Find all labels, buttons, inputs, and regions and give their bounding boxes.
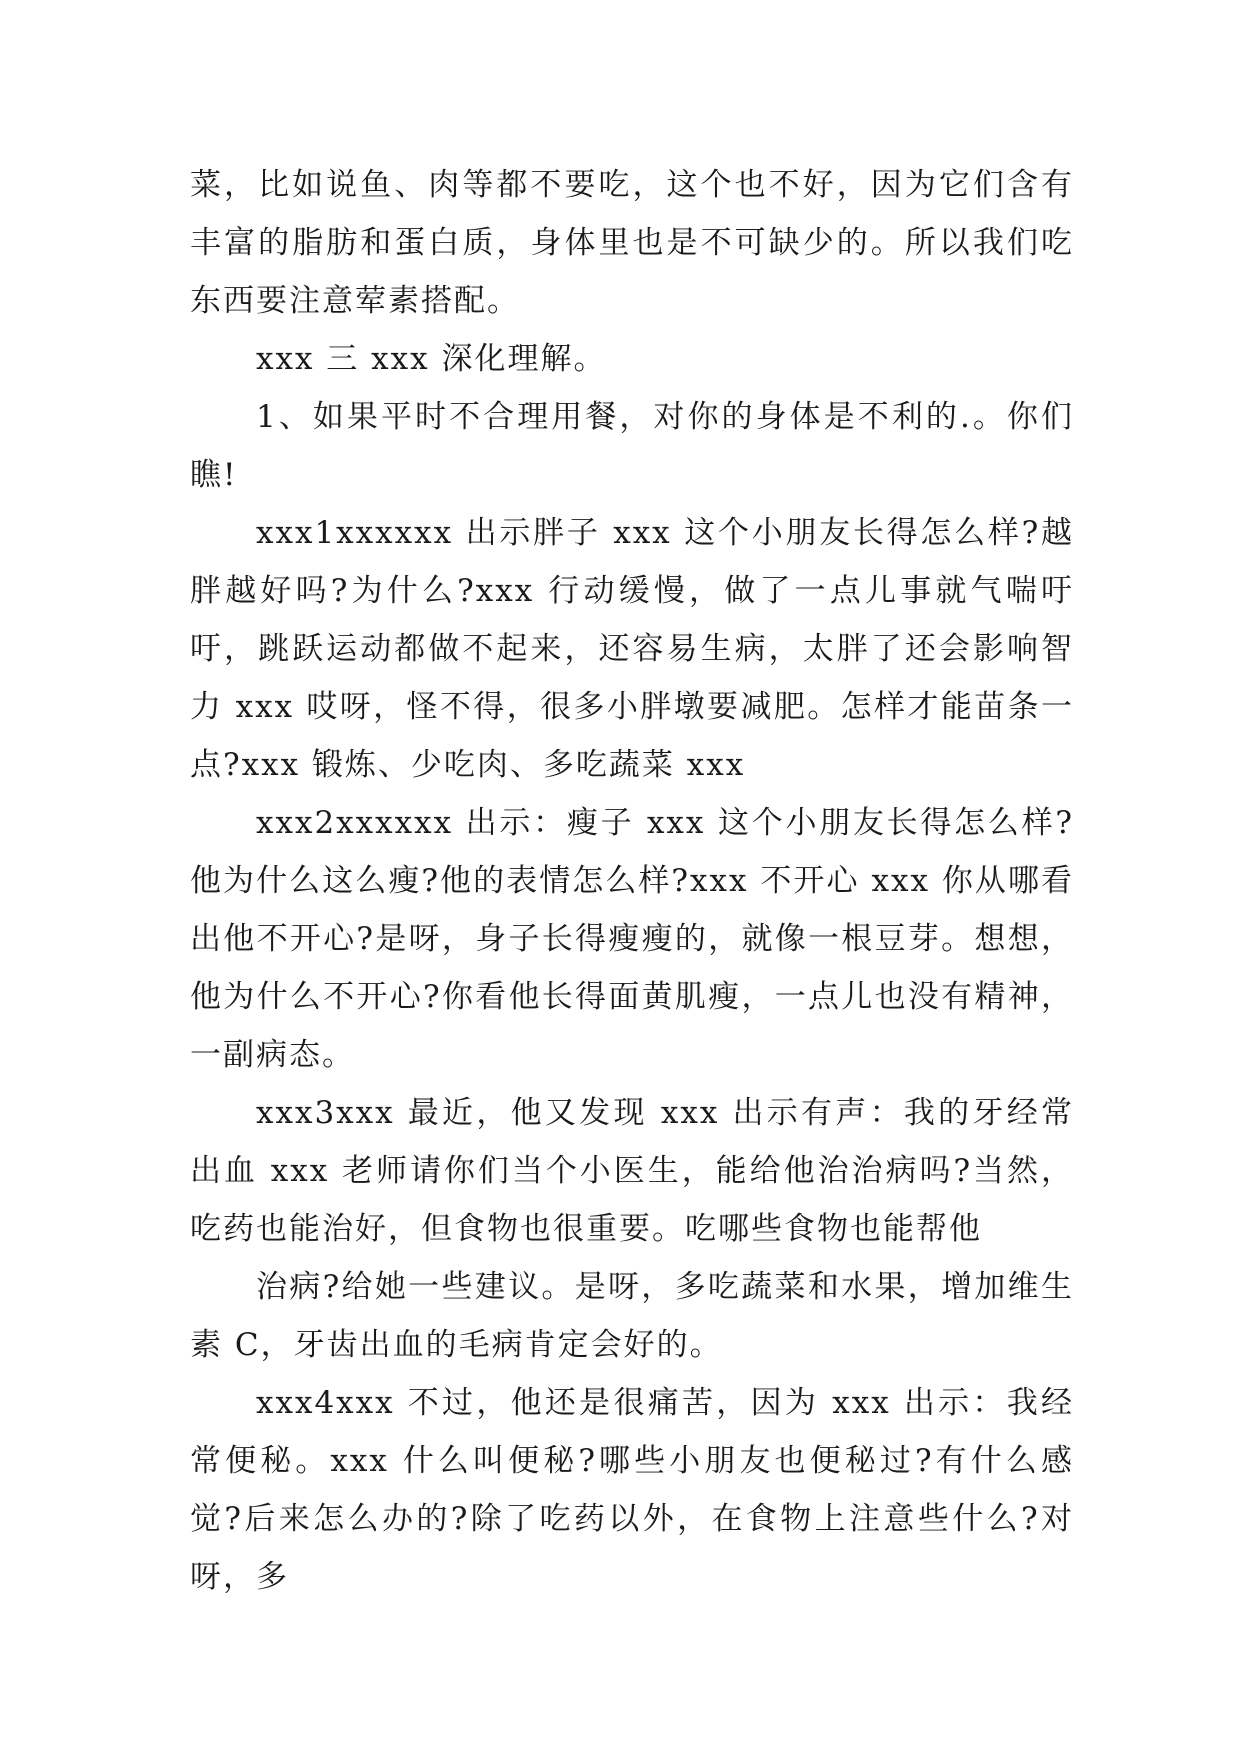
- paragraph-5: xxx2xxxxxx 出示：瘦子 xxx 这个小朋友长得怎么样?他为什么这么瘦?他的表情怎么样?xxx 不开心 xxx 你从哪看出他不开心?是呀，身子长得瘦瘦的，就像一根豆芽。想想，他为什么不开心?你看他长得面黄肌瘦，一点儿也没有精神，一副病态。: [190, 805, 1074, 1073]
- paragraph-1: 菜，比如说鱼、肉等都不要吃，这个也不好，因为它们含有丰富的脂肪和蛋白质，身体里也是不可缺少的。所以我们吃东西要注意荤素搭配。: [190, 167, 1074, 319]
- paragraph-6: xxx3xxx 最近，他又发现 xxx 出示有声：我的牙经常出血 xxx 老师请你们当个小医生，能给他治治病吗?当然，吃药也能治好，但食物也很重要。吃哪些食物也能帮他: [190, 1095, 1074, 1247]
- paragraph-2: xxx 三 xxx 深化理解。: [256, 341, 607, 377]
- paragraph-4: xxx1xxxxxx 出示胖子 xxx 这个小朋友长得怎么样?越胖越好吗?为什么?xxx 行动缓慢，做了一点儿事就气喘吁吁，跳跃运动都做不起来，还容易生病，太胖了还会影响智力 xxx 哎呀，怪不得，很多小胖墩要减肥。怎样才能苗条一点?xxx 锻炼、少吃肉、多吃蔬菜 xxx: [190, 515, 1074, 783]
- document-body: [190, 156, 1074, 1606]
- paragraph-8: xxx4xxx 不过，他还是很痛苦，因为 xxx 出示：我经常便秘。xxx 什么叫便秘?哪些小朋友也便秘过?有什么感觉?后来怎么办的?除了吃药以外，在食物上注意些什么?对呀，多: [190, 1385, 1074, 1595]
- paragraph-3: 1、如果平时不合理用餐，对你的身体是不利的.。你们瞧!: [190, 399, 1074, 493]
- paragraph-7: 治病?给她一些建议。是呀，多吃蔬菜和水果，增加维生素 C，牙齿出血的毛病肯定会好的。: [190, 1269, 1074, 1363]
